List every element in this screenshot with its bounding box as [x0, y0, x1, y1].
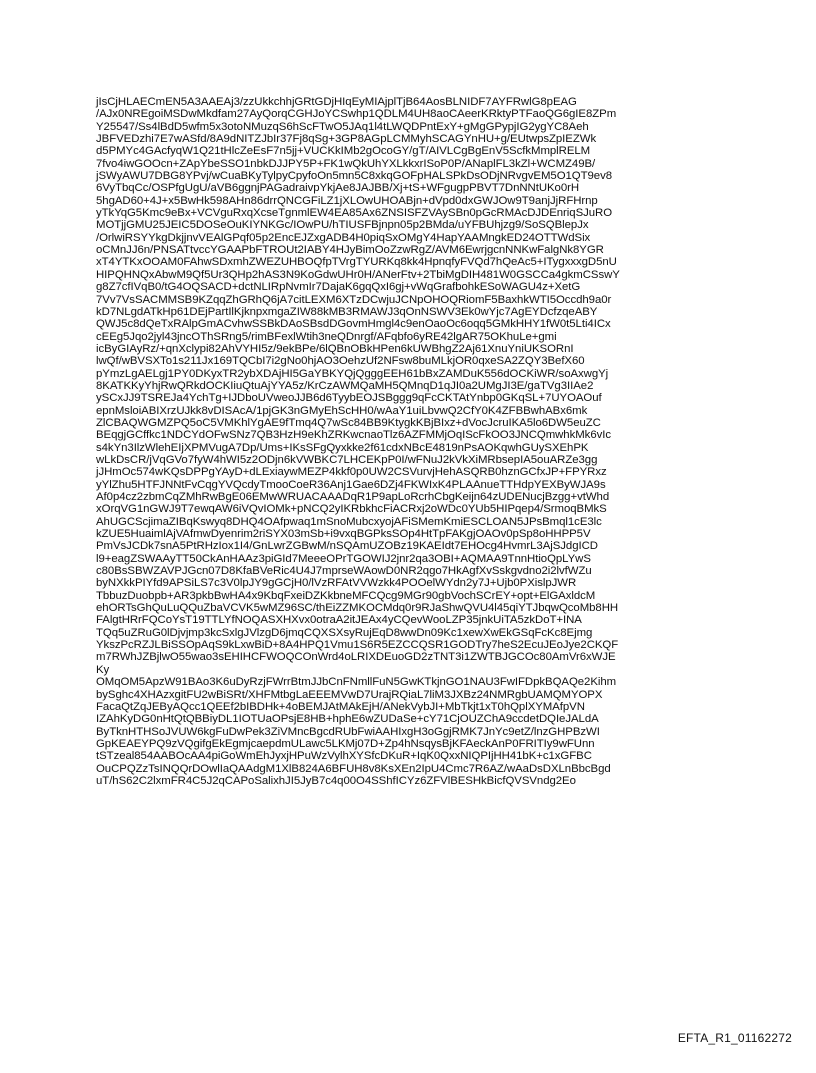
text-line: 8KATKKyYhjRwQRkdOCKIiuQtuAjYYA5z/KrCzAWMQaMH5QMnqD1qJI0a2UMgJI3E/gaTVg3IIAe2 — [96, 379, 594, 392]
text-line: GpKEAEYPQ9zVQgifgEkEgmjcaepdmULawc5LKMj07D+Zp4hNsqysBjKFAeckAnP0FRITIy9wFUnn — [96, 737, 595, 750]
text-line: d5PMYc4GAcfyqW1Q21tHlcZeEsF7n5jj+VUCKkIMb2gOcoGY/gT/AIVLCgBgEnV5ScfkMmplRELM — [96, 145, 591, 158]
text-line: PmVsJCDk7snA5PtRHzIox1I4/GnLwrZGBwM/nSQAmUZOBz19KAEIdt7EHOcg4HvmrL3AjSJdgICD — [96, 540, 598, 553]
text-line: ZlCBAQWGMZPQ5oC5VMKhlYgAE9fTmq4Q7wSc84BB9KtygkKBjBIxz+dVocJcruIKA5lo6DW5euZC — [96, 416, 601, 429]
text-line: tSTzeal854AABOcAA4piGoWmEhJyxjHPuWzVylhXYSfcDKuR+IqK0QxxNIQPIjHH41bK+c1xGFBC — [96, 750, 592, 763]
text-line: BEqgjGCffkc1NDCYdOFwSNz7QB3HzH9eKhZRKwcnaoTlz6AZFMMjOqIScFkOO3JNCQmwhkMk6vIc — [96, 429, 612, 442]
text-line: jSWyAWU7DBG8YPvj/wCuaBKyTylpyCpyfoOn5mn5C8xkqGOFpHALSPkDsODjNRvgvEM5O1QT9ev8 — [96, 170, 613, 183]
text-line: c80BsSBWZAVPJGcn07D8KfaBVeRic4U4J7mprseWAowD0NR2qgo7HkAgfXvSskgvdno2i2lvfWZu — [96, 565, 592, 578]
text-line: s4kYn3IlzWlehEIjXPMVugA7Dp/Ums+IKsSFgQyxkke2f61cdxNBcE4819nPsAOKqwhGUySXEhPK — [96, 441, 589, 454]
text-line: yYlZhu5HTFJNNtFvCqgYVQcdyTmooCoeR36Anj1Gae6DZj4FKWIxK4PLAAnueTTHdpYEXByWJA9s — [96, 478, 606, 491]
text-line: kZUE5HuaimlAjVAfmwDyenrim2riSYX03mSb+i9vxqBGPksSOp4HtTpFAKgjOAOv0pSp8oHHPP5V — [96, 528, 591, 541]
text-line: Y25547/Ss4lBdD5wfm5x3otoNMuzqS6hScFTwO5JAq1l4tLWQDPntExY+gMgGPypjIG2ygYC8Aeh — [96, 120, 589, 133]
text-line: OMqOM5ApzW91BAo3K6uDyRzjFWrrBtmJJbCnFNmllFuN5GwKTkjnGO1NAU3FwIFDpkBQAQe2Kihm — [96, 676, 617, 689]
text-line: jIsCjHLAECmEN5A3AAEAj3/zzUkkchhjGRtGDjHIqEyMIAjplTjB64AosBLNIDF7AYFRwlG8pEAG — [96, 96, 577, 108]
text-line: Ky — [96, 663, 110, 676]
text-line: Af0p4cz2zbmCqZMhRwBgE06EMwWRUACAAADqR1P9apLoRcrhCbgKeijn64zUDENucjBzgg+vtWhd — [96, 491, 610, 503]
text-line: 6VyTbqCc/OSPfgUgU/aVB6ggnjPAGadraivpYkjAe8JAJBB/Xj+tS+WFgugpPBVT7DnNNtUKo0rH — [96, 182, 580, 195]
text-line: cEEg5Jqo2jyl43jncOThSRng5/rimBFexlWtih3neQDnrgf/AFqbfo6yRE42lgAR75OKhuLe+gmi — [96, 330, 557, 343]
text-line: g8Z7cfIVqB0/tG4OQSACD+dctNLIRpNvmIr7DajaK6gqQxI6gj+vWqGrafbohkESoWAGU4z+XetG — [96, 281, 581, 294]
text-line: bySghc4XHAzxgitFU2wBiSRt/XHFMtbgLaEEEMVwD7UrajRQiaL7liM3JXBz24NMRgbUAMQMYOPX — [96, 688, 603, 701]
text-line: byNXkkPIYfd9APSiLS7c3V0lpJY9gGCjH0/lVzRFAtVVWzkk4POOelWYdn2y7J+Ujb0PXislpJWR — [96, 577, 577, 590]
text-line: /OrlwiRSYYkgDkjjnvVEAlGPqf05p2EncEJZxgADB4H0piqSxOMgY4HapYAAMngkED24OTTWdSix — [96, 231, 591, 244]
text-line: oCMnJJ6n/PNSATtvccYGAAPbFTROUt2IABY4HJyBimOoZzwRgZ/AVM6EwrjgcnNNKwFalgNk8YGR — [96, 244, 604, 257]
text-line: OuCPQZzTsINQQrDOwlIaQAAdgM1XlB824A6BFUH8v8KsXEn2IpU4Cmc7R6AZ/wAaDsDXLnBbcBgd — [96, 762, 611, 775]
text-line: FacaQtZqJEByAQcc1QEEf2bIBDHk+4oBEMJAtMAkEjH/ANekVybJI+MbTkjt1xT0hQplXYMAfpVN — [96, 700, 585, 713]
text-line: AhUGCScjimaZIBqKswyq8DHQ4OAfpwaq1mSnoMubcxyojAFiSMemKmiESCLOAN5JPsBmql1cE3lc — [96, 515, 602, 528]
text-line: epnMsloiABIXrzUJkk8vDISAcA/1pjGK3nGMyEhScHH0/wAaY1uiLbvwQ2CfY0K4ZFBBwhABx6mk — [96, 404, 588, 417]
text-line: m7RWhJZBjlwO55wao3sEHIHCFWOQCOnWrd4oLRIXDEuoGD2zTNT3i1ZWTBJGCOc80AmVr6xWJE — [96, 651, 616, 664]
text-line: HIPQHNQxAbwM9Qf5Ur3QHp2hAS3N9KoGdwUHr0H/ANerFtv+2TbiMgDIH481W0GSCCa4gkmCSswY — [96, 268, 620, 281]
text-line: TbbuzDuobpb+AR3pkbBwHA4x9KbqFxeiDZKkbneMFCQcg9MGr90gbVochSCrEY+opt+ElGAxldcM — [96, 589, 596, 602]
text-line: jJHmOc574wKQsDPPgYAyD+dLExiaywMEZP4kkf0p0UW2CSVurvjHehASQRB0hznGCfxJP+FPYRxz — [96, 466, 607, 479]
text-line: MOTjjGMU25JEIC5DOSeOuKIYNKGc/IOwPU/hTIUSFBjnpn05p2BMda/uYFBUhjzg9/SoSQBlepJx — [96, 219, 589, 232]
bates-number: EFTA_R1_01162272 — [677, 1031, 792, 1045]
text-line: xOrqVG1nGWJ9T7ewqAW6iVQvIOMk+pNCQ2yIKRbkhcFiACRxj2oWDc0YUb5HIPqep4/SrmoqBMkS — [96, 503, 607, 516]
text-line: 7Vv7VsSACMMSB9KZqqZhGRhQ6jA7citLEXM6XTzDCwjuJCNpOHOQRiomF5BaxhkWTI5Occdh9a0r — [96, 293, 612, 306]
text-line: yTkYqG5Kmc9eBx+VCVguRxqXcseTgnmlEW4EA85Ax6ZNSISFZVAySBn0pGcRMAcDJDEnriqSJuRO — [96, 207, 613, 220]
text-line: JBFVEDzhi7E7wASfd/8A9dNITZJbIr37Fj8qSg+3GP8AGpLCMMyhSCAGYnHU+g/EUtwpsZpIEZWk — [96, 133, 597, 146]
text-line: TQq5uZRuG0lDjvjmp3kcSxlgJVlzgD6jmqCQXSXsyRujEqD8wwDn09Kc1xewXwEkGSqFcKc8Ejmg — [96, 626, 593, 639]
text-line: ehORTsGhQuLuQQuZbaVCVK5wMZ96SC/thEiZZMKOCMdq0r9RJaShwQVU4l45qiYTJbqwQcoMb8HH — [96, 602, 619, 615]
text-line: xT4YTKxOOAM0FAhwSDxmhZWEZUHBOQfpTVrgTYURKq8kk4HpnqfyFVQd7hQeAc5+ITygxxxgD5nU — [96, 256, 617, 269]
text-line: ByTknHTHSoJVUW6kgFuDwPek3ZiVMncBgcdRUbFwiAAHIxgH3oGgjRMK7JnYc9etZ/lnzGHPBzWI — [96, 725, 600, 738]
text-line: kD7NLgdATkHp61DEjPartIlKjknpxmgaZIW88kMB3RMAWJ3qOnNSWV3Ek0wYjc7AgEYDcfzqeABY — [96, 305, 598, 318]
text-line: /AJx0NREgoiMSDwMkdfam27AyQorqCGHJoYCSwhp1QDLM4UH8aoCAeerKRktyPTFaoQG6gIE8ZPm — [96, 108, 617, 121]
encoded-text-block — [96, 96, 736, 787]
text-line: ySCxJJ9TSREJa4YchTg+IJDboUVweoJJB6d6TyybEOJSBggg9qFcCKTAtYnbp0GKqSL+7UYOAOuf — [96, 392, 602, 405]
text-line: IZAhKyDG0nHtQtQBBiyDL1IOTUaOPsjE8HB+hphE6wZUDaSe+cY71CjOUZChA9ccdetDQIeJALdA — [96, 713, 599, 726]
text-line: wLkDsCR/jVqGVo7fyW4hWI5z2ODjn6kVWBKC7LHCEKpP0I/wFNuJ2kVkXiMRbsepIA5ouARZe3gg — [96, 453, 598, 466]
text-line: QWJ5c8dQeTxRAlpGmACvhwSSBkDAoSBsdDGovmHmgl4c9enOaoOc6oqq5GMkHHY1fW0t5Lti4ICx — [96, 318, 611, 331]
text-line: lwQf/wBVSXTo1s211Jx169TQCbI7i2gNo0hjAO3OehzUf2NFsw8buMLkjOR0qxeSA2ZQY3BefX60 — [96, 355, 585, 368]
text-line: YkszPcRZJLBiSSOpAqS9kLxwBiD+8A4HPQ1Vmu1S6R5EZCCQSR1GODTry7heS2EcuJEoJye2CKQF — [96, 639, 619, 652]
text-line: icByGIAyRz/+qnXclypi82AhVYHI5z/9ekBPe/6lQBnOBkHPen6kUWBhgZ2Aj61XnuYniUKSORnI — [96, 342, 574, 355]
text-line: 5hgAD60+4J+x5BwHk598AHn86drrQNCGFiLZ1jXLOwUHOABjn+dVpd0dxGWJOw9T9anjJjRFHrnp — [96, 194, 598, 207]
text-line: l9+eagZSWAAyTT50CkAnHAAz3piGId7MeeeOPrTGOWIJ2jnr2qa3OBI+AQMAA9TnnHtioQpLYwS — [96, 552, 591, 565]
text-line: FAlgtHRrFQCoYsT19TTLYfNOQASXHXvx0otraA2itJEAx4yCQevWooLZP35jnkUiTA5zkDoT+INA — [96, 614, 582, 627]
text-line: 7fvo4iwGOOcn+ZApYbeSSO1nbkDJJPY5P+FK1wQkUhYXLkkxrISoP0P/ANaplFL3kZl+WCMZ49B/ — [96, 157, 596, 170]
text-line: uT/hS62C2lxmFR4C5J2qCAPoSalixhJI5JyB7c4q00O4SShfICYz6ZFVlBESHkBicfQVSVndg2Eo — [96, 774, 576, 787]
text-line: pYmzLgAELgj1PY0DKyxTR2ybXDAjHI5GaYBKYQjQgggEEH61bBxZAMDuK556dOCKiWR/soAxwgYj — [96, 367, 609, 380]
